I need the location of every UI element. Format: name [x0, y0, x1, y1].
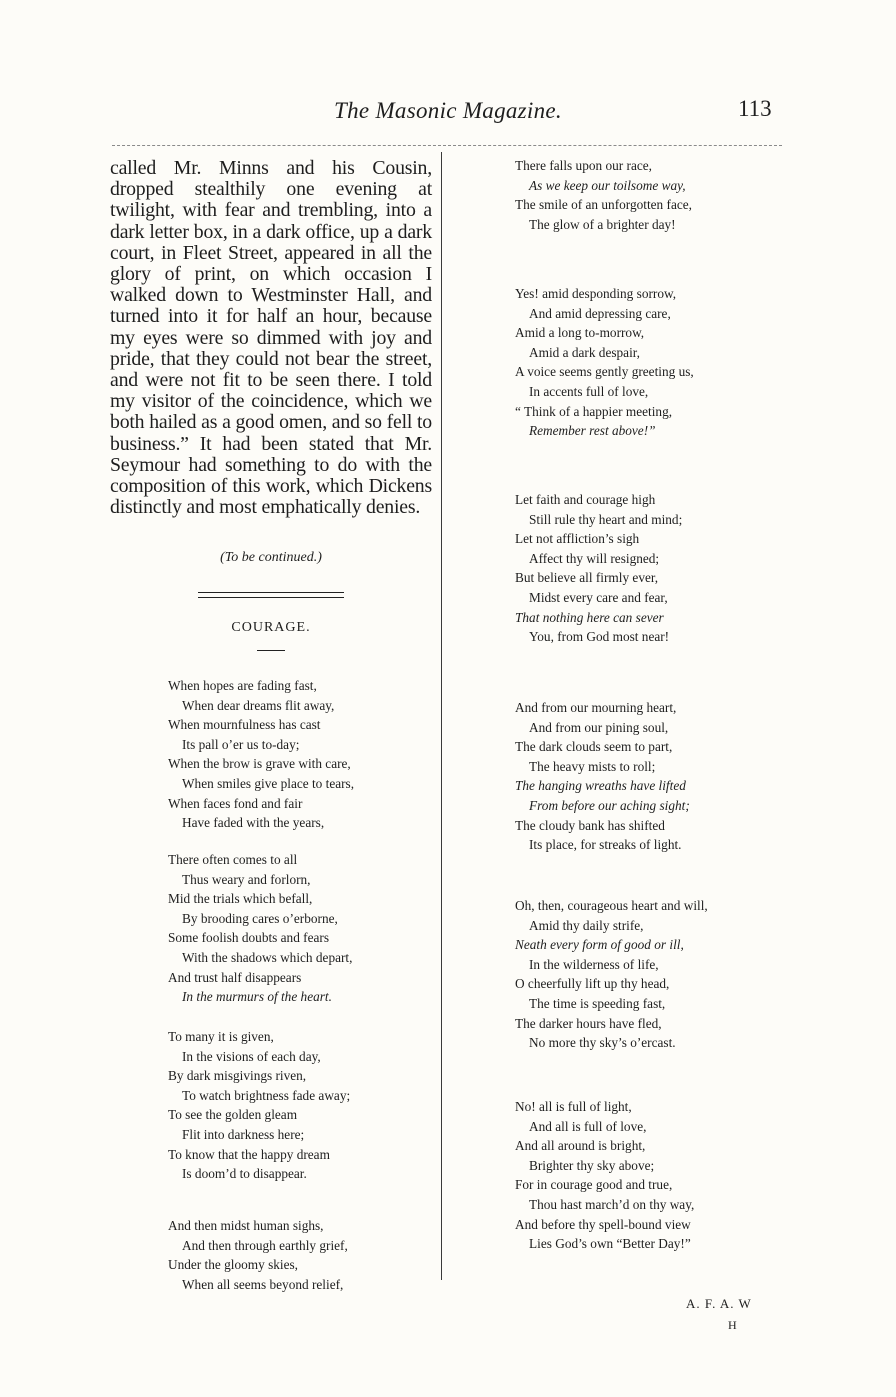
poem-line: The glow of a brighter day!: [529, 216, 676, 232]
poem-line: To many it is given,: [168, 1029, 274, 1044]
poem-line: Its pall o’er us to-day;: [182, 736, 300, 752]
poem-line: Midst every care and fear,: [529, 589, 668, 605]
poem-line: Lies God’s own “Better Day!”: [529, 1236, 691, 1252]
section-double-rule: [198, 592, 344, 598]
poem-line: For in courage good and true,: [515, 1177, 673, 1193]
poem-line: Its place, for streaks of light.: [529, 837, 682, 853]
poem-line: O cheerfully lift up thy head,: [515, 976, 670, 992]
poem-line: There often comes to all: [168, 852, 298, 867]
poem-line: When all seems beyond relief,: [182, 1276, 344, 1292]
poem-line: Under the gloomy skies,: [168, 1257, 298, 1273]
poem-line: When dear dreams flit away,: [182, 697, 335, 713]
poem-title: COURAGE.: [231, 620, 311, 635]
poem-line: In accents full of love,: [529, 383, 649, 399]
poem-line: And from our mourning heart,: [515, 700, 677, 715]
poem-line: But believe all firmly ever,: [515, 570, 659, 586]
poem-line: Mid the trials which befall,: [168, 891, 313, 907]
poem-line: To see the golden gleam: [168, 1107, 298, 1123]
poem-line: “ Think of a happier meeting,: [515, 403, 673, 419]
poem-line: By dark misgivings riven,: [168, 1068, 307, 1084]
poem-line: The dark clouds seem to part,: [515, 739, 673, 755]
poem-line: Let not affliction’s sigh: [515, 531, 640, 547]
poem-line: Remember rest above!”: [529, 423, 656, 439]
poem-line: When mournfulness has cast: [168, 717, 321, 733]
poem-line: The smile of an unforgotten face,: [515, 197, 692, 213]
poem-stanza: [168, 850, 352, 1007]
poem-stanza: [515, 284, 694, 441]
poem-line: Oh, then, courageous heart and will,: [515, 898, 708, 913]
title-rule: [257, 650, 285, 651]
poem-line: The heavy mists to roll;: [529, 758, 656, 774]
poem-line: When smiles give place to tears,: [182, 775, 355, 791]
poem-stanza: [515, 490, 682, 647]
poem-line: There falls upon our race,: [515, 158, 652, 173]
page-title: The Masonic Magazine.: [334, 98, 562, 123]
poem-stanza: [515, 156, 692, 234]
poem-line: And all around is bright,: [515, 1138, 646, 1154]
poem-stanza: [168, 676, 354, 833]
poem-line: And from our pining soul,: [529, 719, 669, 735]
poem-line: That nothing here can sever: [515, 609, 664, 625]
poem-stanza: [515, 896, 708, 1053]
column-divider: [441, 152, 442, 1280]
poem-line: As we keep our toilsome way,: [529, 177, 686, 193]
poem-line: No! all is full of light,: [515, 1099, 632, 1114]
poem-line: And trust half disappears: [168, 969, 302, 985]
poem-line: By brooding cares o’erborne,: [182, 910, 338, 926]
poem-line: When hopes are fading fast,: [168, 678, 317, 693]
poem-line: To know that the happy dream: [168, 1146, 330, 1162]
poem-line: And then midst human sighs,: [168, 1218, 324, 1233]
poem-stanza: [515, 698, 690, 855]
poem-line: No more thy sky’s o’ercast.: [529, 1035, 676, 1051]
poem-stanza: [168, 1027, 350, 1184]
page-number: 113: [738, 96, 772, 121]
poem-signature: A. F. A. W: [686, 1296, 752, 1311]
poem-line: Neath every form of good or ill,: [515, 937, 684, 953]
poem-line: And all is full of love,: [529, 1118, 647, 1134]
poem-line: When faces fond and fair: [168, 795, 303, 811]
poem-stanza: [515, 1097, 694, 1254]
poem-line: Thus weary and forlorn,: [182, 871, 311, 887]
prose-paragraph: called Mr. Minns and his Cousin, dropped stealthily one evening at twilight, with fear and trembling, into a dark letter box, in a dark office, up a dark court, in Fleet Street, appeared in all the glory of print, on which occasion I walked down to Westminster Hall, and turned into it for half an hour, because my eyes were so dimmed with joy and pride, that they could not bear the street, and were not fit to be seen there. I told my visitor of the coincidence, which we both hailed as a good omen, and so fell to business.” It had been stated that Mr. Seymour had something to do with the composition of this work, which Dickens distinctly and most emphatically denies.: [110, 157, 432, 519]
continued-note: (To be continued.): [220, 550, 322, 565]
poem-line: Brighter thy sky above;: [529, 1157, 655, 1173]
poem-line: Flit into darkness here;: [182, 1126, 305, 1142]
poem-line: Amid a long to-morrow,: [515, 325, 645, 341]
poem-line: The darker hours have fled,: [515, 1015, 662, 1031]
poem-line: And amid depressing care,: [529, 305, 671, 321]
poem-line: The cloudy bank has shifted: [515, 817, 665, 833]
poem-line: From before our aching sight;: [529, 797, 690, 813]
poem-line: A voice seems gently greeting us,: [515, 364, 694, 380]
poem-line: Thou hast march’d on thy way,: [529, 1196, 695, 1212]
header-rule: [112, 145, 782, 146]
poem-line: The time is speeding fast,: [529, 995, 666, 1011]
poem-line: Amid a dark despair,: [529, 344, 640, 360]
poem-line: Is doom’d to disappear.: [182, 1166, 307, 1182]
poem-line: With the shadows which depart,: [182, 949, 353, 965]
poem-line: And then through earthly grief,: [182, 1237, 348, 1253]
poem-line: Amid thy daily strife,: [529, 917, 644, 933]
poem-line: Affect thy will resigned;: [529, 550, 660, 566]
poem-line: To watch brightness fade away;: [182, 1087, 351, 1103]
poem-line: In the murmurs of the heart.: [182, 989, 332, 1005]
poem-line: The hanging wreaths have lifted: [515, 778, 686, 794]
poem-line: Let faith and courage high: [515, 492, 656, 507]
poem-line: Yes! amid desponding sorrow,: [515, 286, 677, 301]
poem-line: You, from God most near!: [529, 629, 670, 645]
poem-line: When the brow is grave with care,: [168, 756, 351, 772]
poem-line: Some foolish doubts and fears: [168, 930, 330, 946]
poem-signature-line2: H: [728, 1318, 737, 1332]
poem-line: In the wilderness of life,: [529, 956, 659, 972]
poem-line: Still rule thy heart and mind;: [529, 511, 683, 527]
poem-stanza: [168, 1216, 348, 1294]
poem-line: And before thy spell-bound view: [515, 1216, 691, 1232]
poem-line: Have faded with the years,: [182, 815, 325, 831]
poem-line: In the visions of each day,: [182, 1048, 321, 1064]
